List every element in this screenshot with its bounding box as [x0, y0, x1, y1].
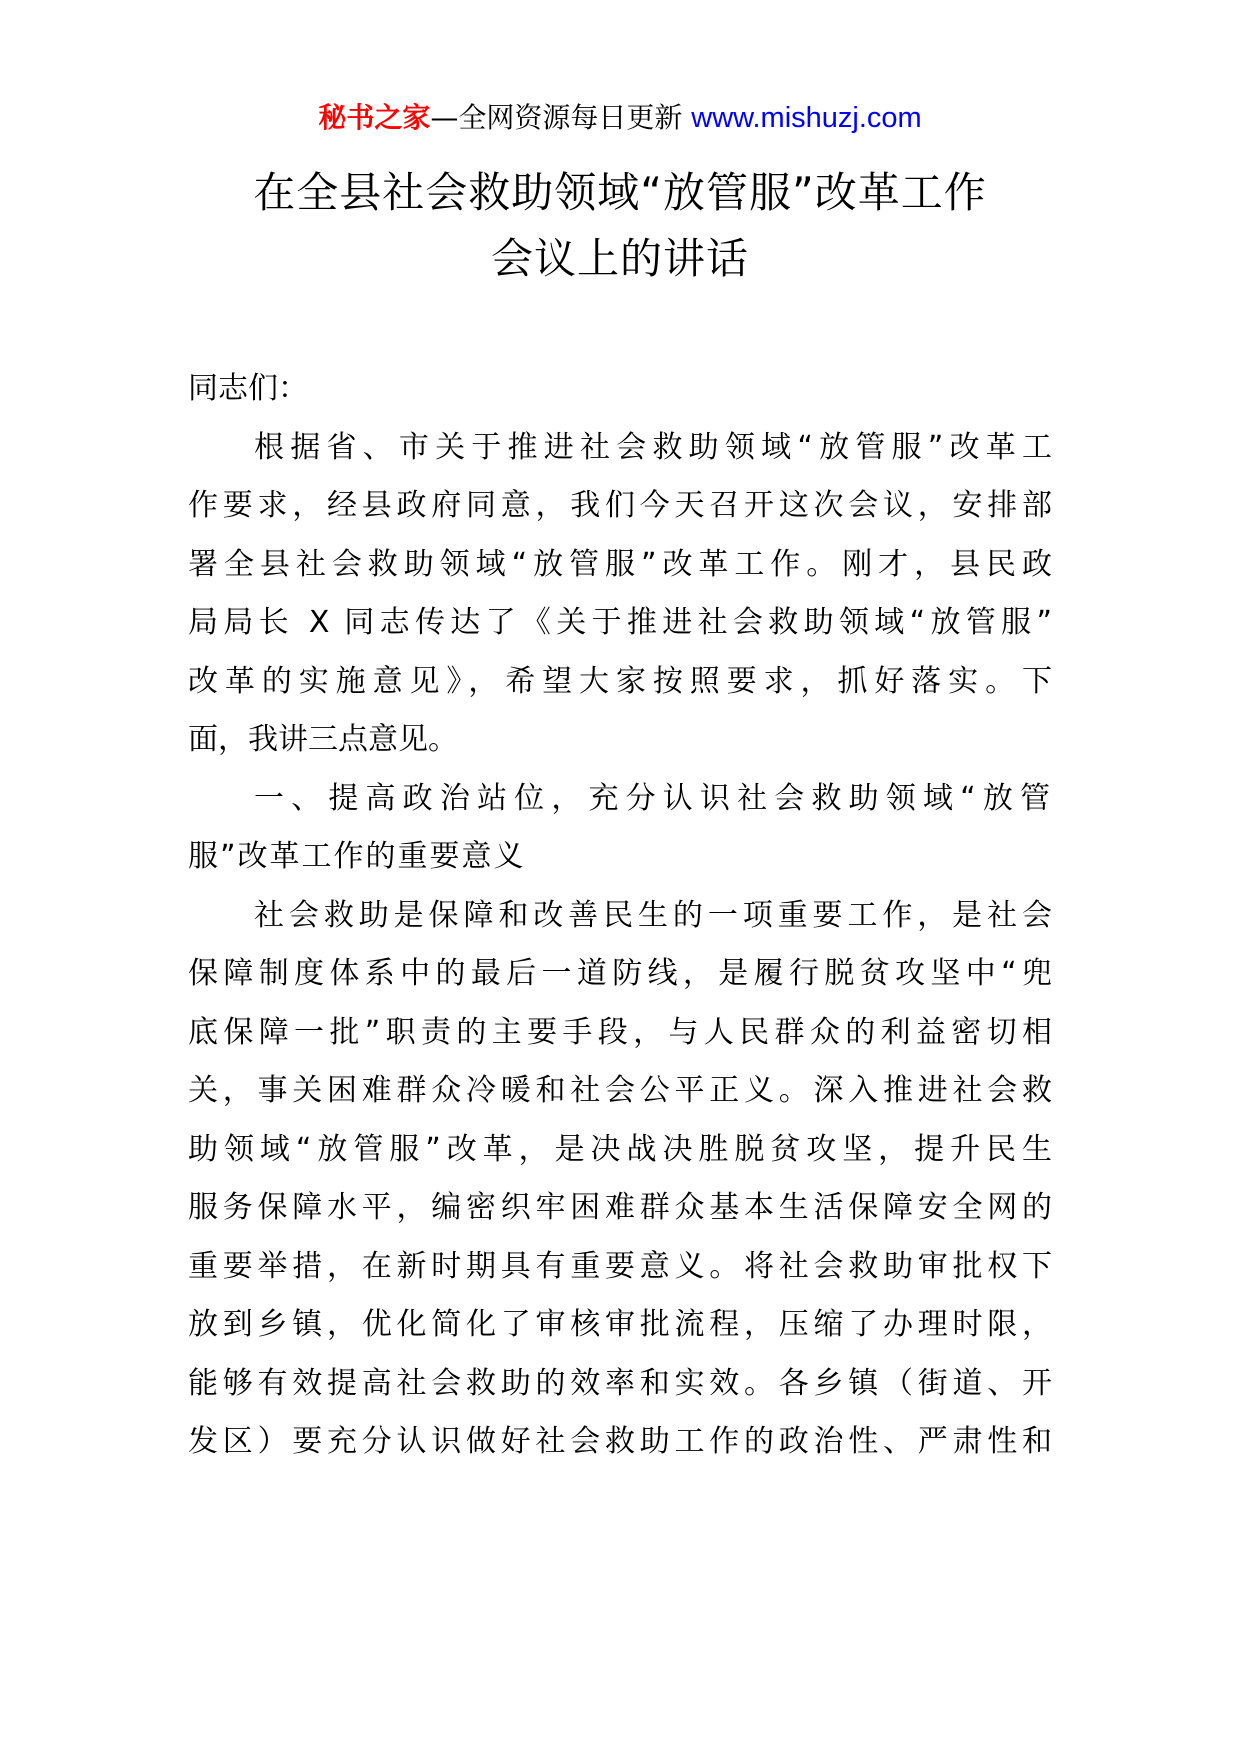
site-header	[0, 98, 1240, 138]
paragraph-line: 发区）要充分认识做好社会救助工作的政治性、严肃性和	[188, 1424, 1052, 1459]
paragraph-line: 放到乡镇，优化简化了审核审批流程，压缩了办理时限，	[188, 1307, 1052, 1342]
site-url-link[interactable]: www.mishuzj.com	[691, 102, 922, 134]
paragraph-significance	[188, 887, 1052, 1472]
title-line: 在全县社会救助领域“放管服”改革工作	[253, 168, 987, 217]
paragraph-line: 面，我讲三点意见。	[188, 722, 458, 757]
paragraph-line: 根据省、市关于推进社会救助领域“放管服”改革工	[254, 429, 1052, 465]
paragraph-line: 作要求，经县政府同意，我们今天召开这次会议，安排部	[188, 488, 1052, 523]
paragraph-line: 助领域“放管服”改革，是决战决胜脱贫攻坚，提升民生	[188, 1131, 1052, 1167]
heading-line: 服”改革工作的重要意义	[188, 839, 526, 874]
salutation: 同志们：	[188, 371, 308, 406]
paragraph-line: 署全县社会救助领域“放管服”改革工作。刚才，县民政	[188, 546, 1052, 582]
document-body	[188, 360, 1052, 1472]
paragraph-line: 保障制度体系中的最后一道防线，是履行脱贫攻坚中“兜	[188, 956, 1052, 991]
paragraph-line: 社会救助是保障和改善民生的一项重要工作，是社会	[254, 897, 1052, 933]
document-title	[0, 160, 1240, 292]
paragraph-line: 服务保障水平，编密织牢困难群众基本生活保障安全网的	[188, 1190, 1052, 1225]
paragraph-line: 底保障一批”职责的主要手段，与人民群众的利益密切相	[188, 1014, 1052, 1050]
paragraph-line: 重要举措，在新时期具有重要意义。将社会救助审批权下	[188, 1248, 1052, 1284]
paragraph-line: 能够有效提高社会救助的效率和实效。各乡镇（街道、开	[188, 1365, 1052, 1401]
section-heading-1	[188, 770, 1052, 887]
title-line: 会议上的讲话	[490, 234, 749, 283]
paragraph-intro	[188, 419, 1052, 770]
header-tagline: —全网资源每日更新	[430, 101, 683, 134]
brand-name: 秘书之家	[318, 101, 431, 134]
paragraph-line: 改革的实施意见》，希望大家按照要求，抓好落实。下	[188, 663, 1052, 699]
paragraph-line: 关，事关困难群众冷暖和社会公平正义。深入推进社会救	[188, 1073, 1052, 1108]
paragraph-line: 局局长 X 同志传达了《关于推进社会救助领域“放管服”	[188, 605, 1052, 640]
heading-line: 一、提高政治站位，充分认识社会救助领域“放管	[254, 780, 1052, 816]
